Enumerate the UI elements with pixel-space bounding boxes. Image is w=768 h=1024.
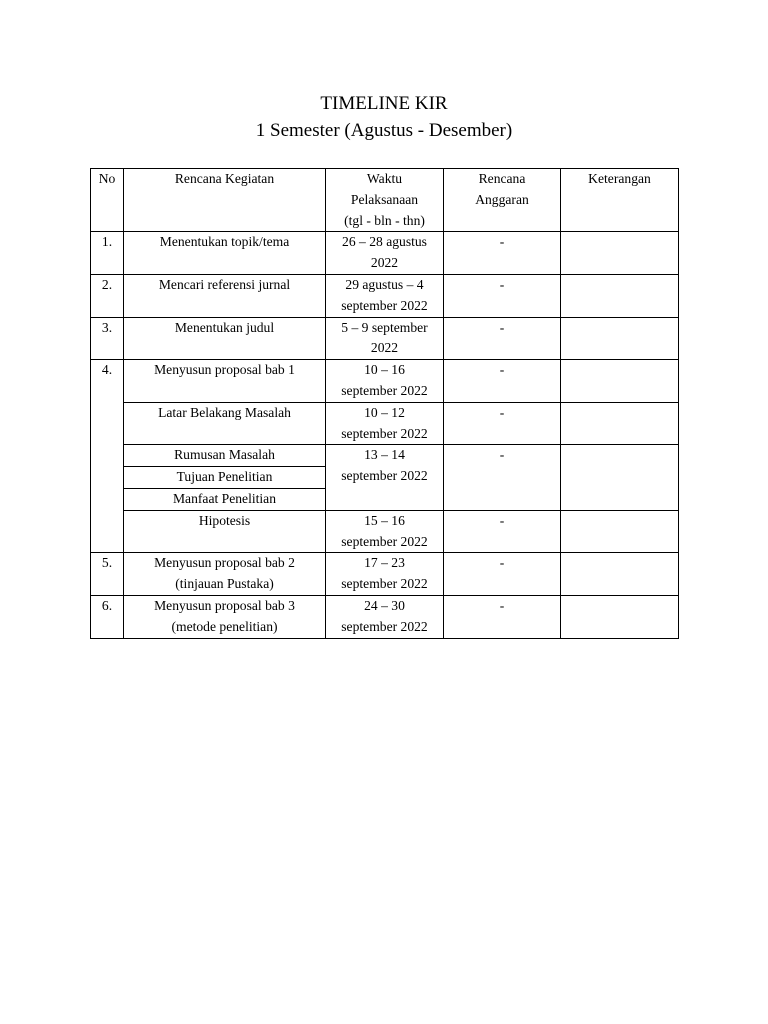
row-kegiatan: Mencari referensi jurnal: [124, 274, 326, 317]
row-kegiatan: Menyusun proposal bab 2 (tinjauan Pustaka): [124, 553, 326, 596]
row-waktu: 13 – 14 september 2022: [326, 445, 444, 510]
table-row: [91, 595, 679, 638]
table-row: [91, 402, 679, 445]
row-no: 4.: [91, 360, 124, 553]
row-kegiatan: Hipotesis: [124, 510, 326, 553]
row-waktu: 10 – 16 september 2022: [326, 360, 444, 403]
row-keterangan: [561, 445, 679, 510]
row-waktu: 26 – 28 agustus 2022: [326, 232, 444, 275]
row-keterangan: [561, 402, 679, 445]
table-row: [91, 360, 679, 403]
row-keterangan: [561, 274, 679, 317]
row-waktu: 5 – 9 september 2022: [326, 317, 444, 360]
header-no: No: [91, 169, 124, 232]
row-kegiatan: Latar Belakang Masalah: [124, 402, 326, 445]
header-kegiatan: Rencana Kegiatan: [124, 169, 326, 232]
row-kegiatan: Menyusun proposal bab 1: [124, 360, 326, 403]
row-kegiatan: Tujuan Penelitian: [124, 467, 326, 489]
row-anggaran: -: [444, 317, 561, 360]
row-kegiatan: Manfaat Penelitian: [124, 488, 326, 510]
row-kegiatan: Menyusun proposal bab 3 (metode penelitian): [124, 595, 326, 638]
row-no: 1.: [91, 232, 124, 275]
table-row: [91, 232, 679, 275]
row-kegiatan: Menentukan topik/tema: [124, 232, 326, 275]
row-no: 5.: [91, 553, 124, 596]
row-anggaran: -: [444, 445, 561, 510]
row-anggaran: -: [444, 595, 561, 638]
row-keterangan: [561, 232, 679, 275]
table-row: [91, 510, 679, 553]
table-row: [91, 445, 679, 467]
timeline-table: [90, 168, 679, 639]
row-keterangan: [561, 553, 679, 596]
table-row: [91, 553, 679, 596]
row-waktu: 29 agustus – 4 september 2022: [326, 274, 444, 317]
row-no: 3.: [91, 317, 124, 360]
row-keterangan: [561, 317, 679, 360]
row-kegiatan: Rumusan Masalah: [124, 445, 326, 467]
row-keterangan: [561, 595, 679, 638]
document-title: TIMELINE KIR: [320, 93, 448, 114]
row-anggaran: -: [444, 510, 561, 553]
header-keterangan: Keterangan: [561, 169, 679, 232]
row-anggaran: -: [444, 274, 561, 317]
row-anggaran: -: [444, 360, 561, 403]
row-kegiatan: Menentukan judul: [124, 317, 326, 360]
row-no: 2.: [91, 274, 124, 317]
row-anggaran: -: [444, 402, 561, 445]
table-header-row: [91, 169, 679, 232]
row-waktu: 17 – 23 september 2022: [326, 553, 444, 596]
table-row: [91, 317, 679, 360]
header-waktu: Waktu Pelaksanaan (tgl - bln - thn): [326, 169, 444, 232]
row-anggaran: -: [444, 553, 561, 596]
table-row: [91, 274, 679, 317]
header-anggaran: Rencana Anggaran: [444, 169, 561, 232]
row-waktu: 24 – 30 september 2022: [326, 595, 444, 638]
row-keterangan: [561, 510, 679, 553]
row-waktu: 15 – 16 september 2022: [326, 510, 444, 553]
row-no: 6.: [91, 595, 124, 638]
row-anggaran: -: [444, 232, 561, 275]
document-subtitle: 1 Semester (Agustus - Desember): [255, 120, 513, 141]
row-keterangan: [561, 360, 679, 403]
row-waktu: 10 – 12 september 2022: [326, 402, 444, 445]
